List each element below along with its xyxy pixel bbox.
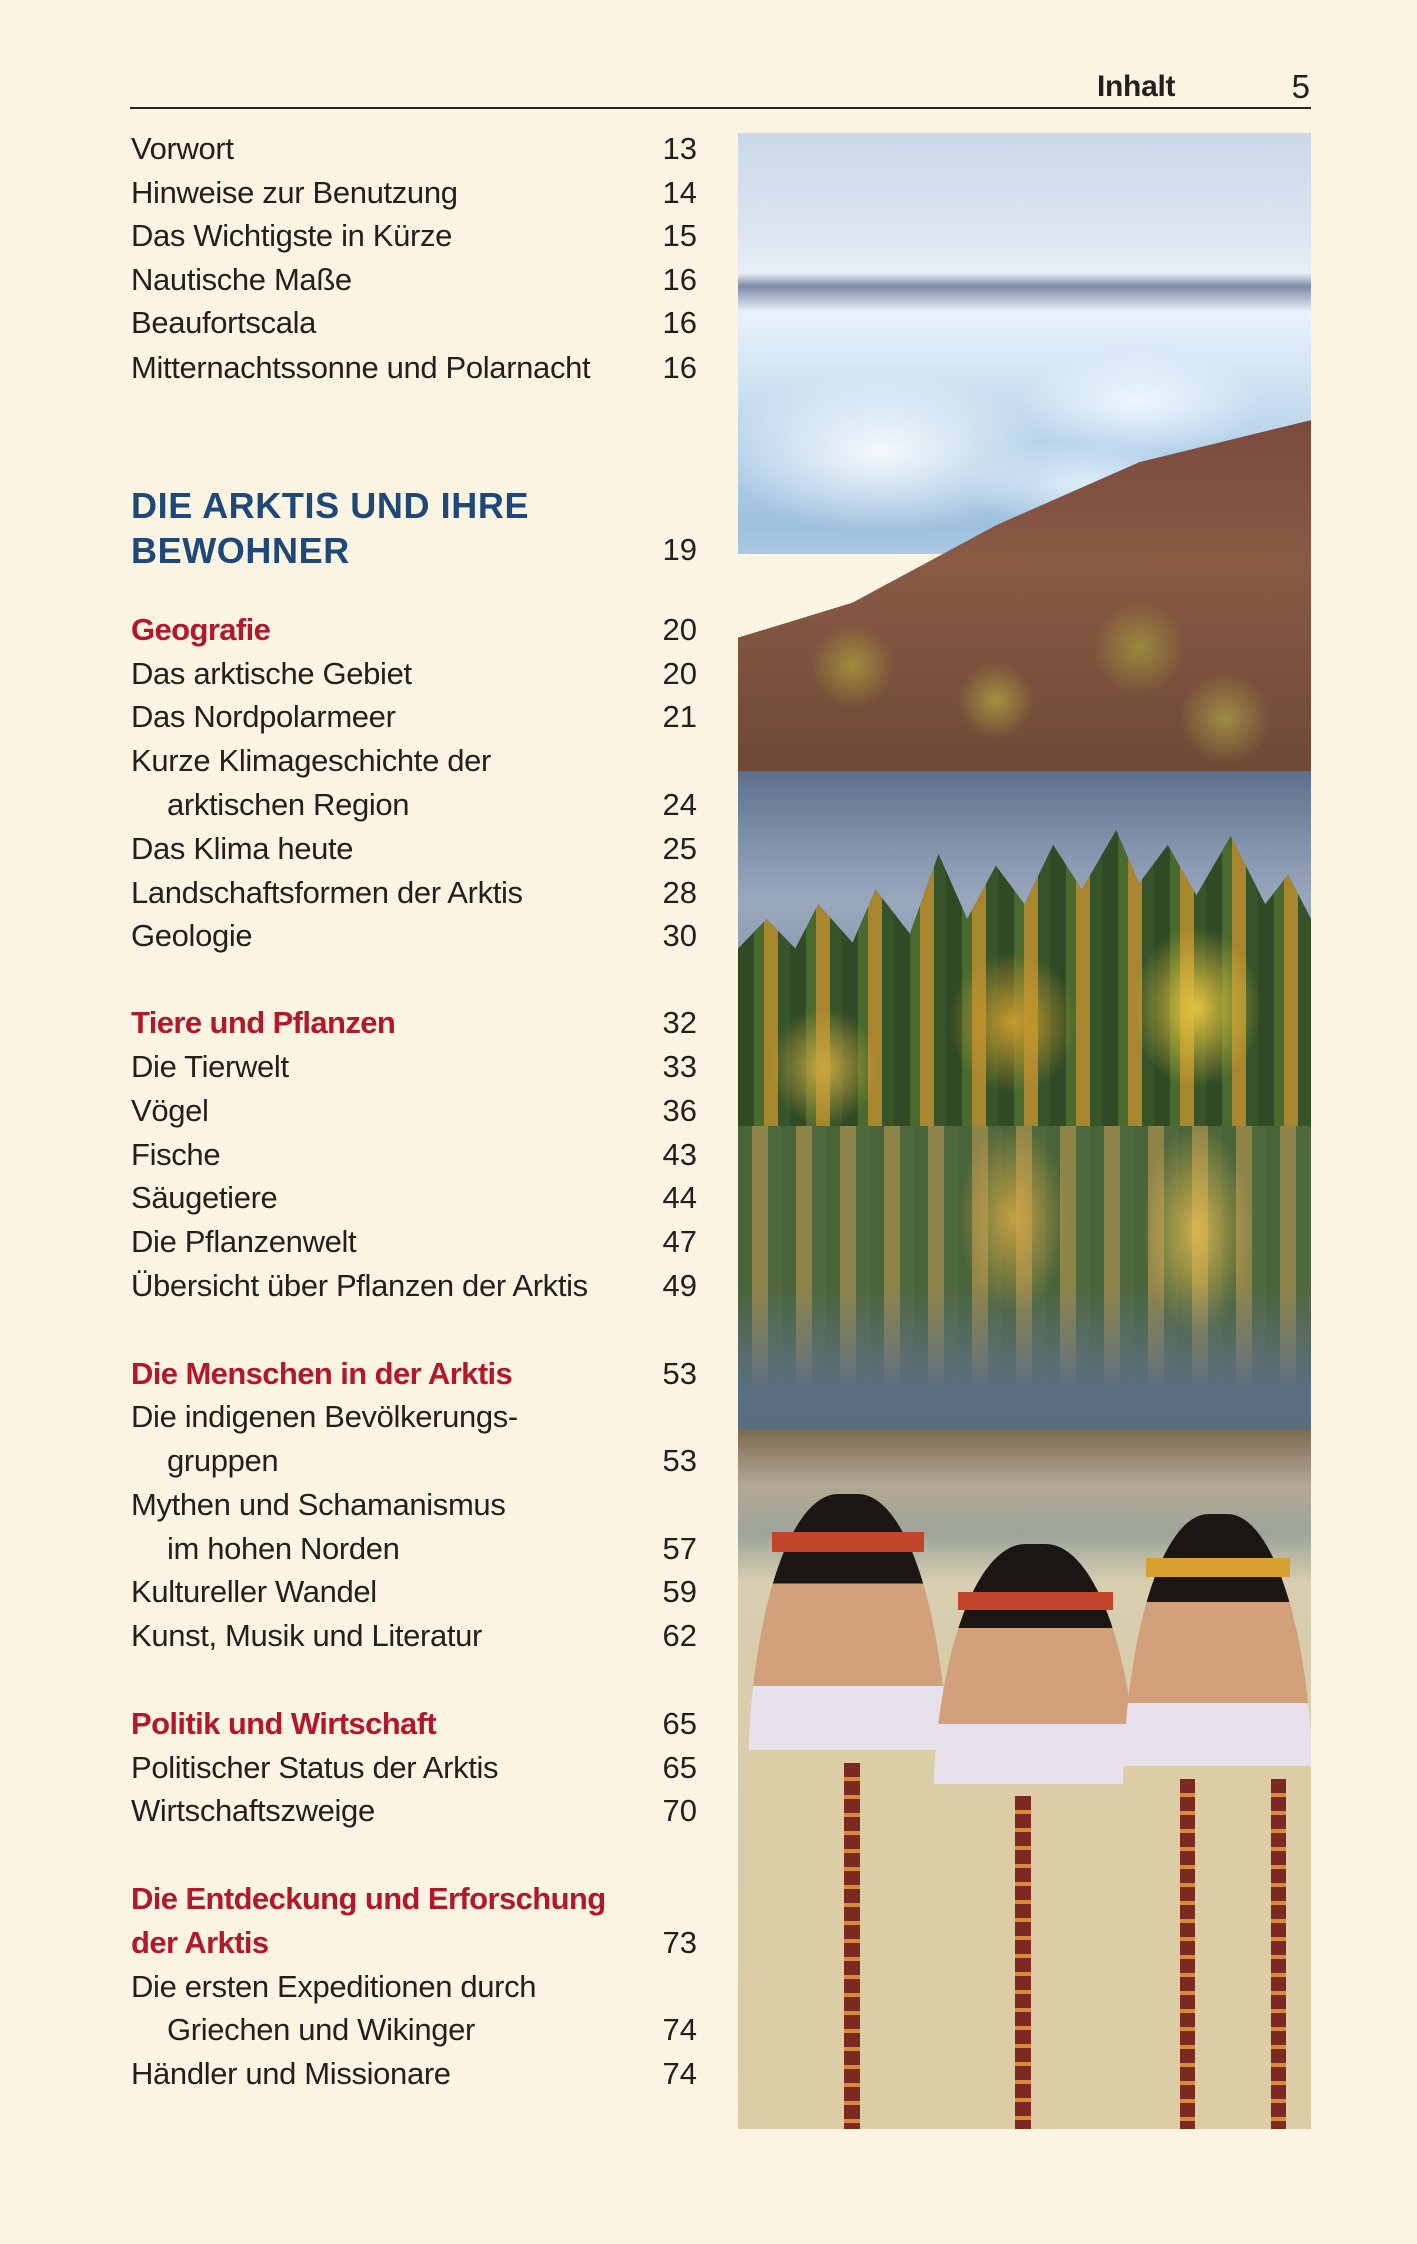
part-page-number: 19 xyxy=(662,532,697,567)
chapter-heading-menschen[interactable]: Die Menschen in der Arktis 53 xyxy=(131,1356,697,1391)
lake-reflection xyxy=(738,1126,1311,1389)
chapter-heading-entdeckung-line-1[interactable]: Die Entdeckung und Erforschung xyxy=(131,1881,606,1916)
running-head-title: Inhalt xyxy=(1097,70,1176,103)
toc-entry[interactable]: Das Klima heute 25 xyxy=(131,831,697,866)
toc-entry[interactable]: Mitternachtssonne und Polarnacht 16 xyxy=(131,350,697,385)
chapter-heading-tiere-und-pflanzen[interactable]: Tiere und Pflanzen 32 xyxy=(131,1005,697,1040)
toc-entry-continuation[interactable]: im hohen Norden 57 xyxy=(167,1531,697,1566)
toc-entry-continuation[interactable]: gruppen 53 xyxy=(167,1443,697,1478)
toc-entry[interactable]: Politischer Status der Arktis 65 xyxy=(131,1750,697,1785)
toc-entry[interactable]: Wirtschaftszweige 70 xyxy=(131,1793,697,1828)
part-title-line-2: BEWOHNER xyxy=(131,530,350,571)
running-head xyxy=(130,60,1311,109)
chapter-heading-entdeckung-line-2[interactable]: der Arktis 73 xyxy=(131,1925,697,1960)
toc-entry[interactable]: Das Nordpolarmeer 21 xyxy=(131,699,697,734)
toc-entry[interactable]: Säugetiere 44 xyxy=(131,1180,697,1215)
page-number: 5 xyxy=(1291,68,1310,105)
photo-indigenous-girls xyxy=(738,1429,1311,2129)
girl-center xyxy=(933,1544,1138,2129)
chapter-heading-geografie[interactable]: Geografie 20 xyxy=(131,612,697,647)
toc-entry[interactable]: Landschaftsformen der Arktis 28 xyxy=(131,875,697,910)
toc-entry[interactable]: Vögel 36 xyxy=(131,1093,697,1128)
toc-entry[interactable]: Kurze Klimageschichte der xyxy=(131,743,491,778)
toc-entry-continuation[interactable]: Griechen und Wikinger 74 xyxy=(167,2012,697,2047)
toc-entry[interactable]: Mythen und Schamanismus xyxy=(131,1487,506,1522)
toc-entry[interactable]: Die Tierwelt 33 xyxy=(131,1049,697,1084)
toc-entry[interactable]: Händler und Missionare 74 xyxy=(131,2056,697,2091)
chapter-heading-politik[interactable]: Politik und Wirtschaft 65 xyxy=(131,1706,697,1741)
toc-entry[interactable]: Übersicht über Pflanzen der Arktis 49 xyxy=(131,1268,697,1303)
photo-autumn-forest-lake xyxy=(738,771,1311,1429)
toc-entry[interactable]: Fische 43 xyxy=(131,1137,697,1172)
girl-right xyxy=(1123,1514,1311,2129)
toc-entry[interactable]: Hinweise zur Benutzung 14 xyxy=(131,175,697,210)
toc-entry[interactable]: Die ersten Expeditionen durch xyxy=(131,1969,537,2004)
tundra-foreground xyxy=(738,420,1311,771)
toc-entry[interactable]: Das arktische Gebiet 20 xyxy=(131,656,697,691)
girl-left xyxy=(748,1494,948,2129)
toc-entry[interactable]: Kunst, Musik und Literatur 62 xyxy=(131,1618,697,1653)
toc-entry[interactable]: Die indigenen Bevölkerungs- xyxy=(131,1399,518,1434)
toc-entry-continuation[interactable]: arktischen Region 24 xyxy=(167,787,697,822)
toc-entry[interactable]: Das Wichtigste in Kürze 15 xyxy=(131,218,697,253)
toc-entry[interactable]: Geologie 30 xyxy=(131,918,697,953)
forest-treeline xyxy=(738,830,1311,1126)
toc-entry[interactable]: Beaufortscala 16 xyxy=(131,305,697,340)
toc-entry[interactable]: Die Pflanzenwelt 47 xyxy=(131,1224,697,1259)
part-title-line-1: DIE ARKTIS UND IHRE xyxy=(131,485,530,526)
toc-entry[interactable]: Kultureller Wandel 59 xyxy=(131,1574,697,1609)
toc-entry[interactable]: Nautische Maße 16 xyxy=(131,262,697,297)
photo-icebergs-tundra xyxy=(738,133,1311,771)
toc-entry[interactable]: Vorwort 13 xyxy=(131,131,697,166)
